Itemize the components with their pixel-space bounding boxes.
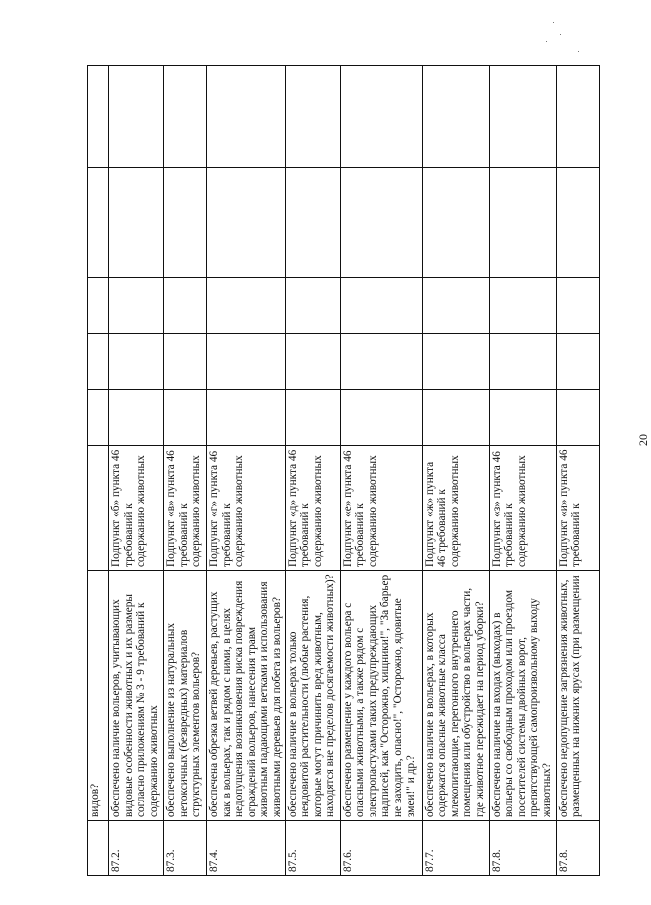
table-row — [88, 66, 109, 876]
page-number: 20 — [636, 434, 650, 446]
question-text: обеспечено наличие в вольерах только неядовитой растительности (любые растения, которые могут причинить вред животным, находятся вне пределов досягаемости животных)? — [285, 571, 340, 821]
legal-reference: Подпункт «з» пункта 46 требований к содержанию животных — [489, 446, 556, 571]
question-text: обеспечено наличие вольеров, учитывающих видовые особенности животных и их размеры согласно приложениям № 3 - 9 требований к содержанию животных — [109, 571, 164, 821]
answer-yes-cell — [109, 390, 164, 446]
legal-reference: Подпункт «и» пункта 46 требований к — [556, 446, 599, 571]
question-text: обеспечено выполнение из натуральных нетоксичных (безвредных) материалов структурных элементов вольеров? — [164, 571, 207, 821]
table-row — [489, 66, 556, 876]
notes-cell — [207, 168, 286, 278]
answer-na-cell — [164, 278, 207, 334]
notes-cell — [109, 168, 164, 278]
checklist-table — [87, 65, 600, 876]
item-number: 87.3. — [164, 821, 207, 876]
extra-cell — [88, 66, 109, 168]
answer-no-cell — [422, 334, 489, 390]
legal-reference: Подпункт «ж» пункта 46 требований к содержанию животных — [422, 446, 489, 571]
answer-yes-cell — [556, 390, 599, 446]
question-text: обеспечено наличие на входах (выходах) в вольеры со свободным проходом или проездом посетителей системы двойных ворот, препятствующей самопроизвольному выходу животных? — [489, 571, 556, 821]
extra-cell — [422, 66, 489, 168]
table-row — [207, 66, 286, 876]
extra-cell — [489, 66, 556, 168]
answer-no-cell — [285, 334, 340, 390]
table-row — [340, 66, 422, 876]
item-number: 87.7. — [422, 821, 489, 876]
item-number: 87.5. — [285, 821, 340, 876]
item-number — [88, 821, 109, 876]
legal-reference: Подпункт «е» пункта 46 требований к содержанию животных — [340, 446, 422, 571]
answer-na-cell — [285, 278, 340, 334]
answer-yes-cell — [285, 390, 340, 446]
extra-cell — [164, 66, 207, 168]
scan-speck — [546, 41, 547, 42]
notes-cell — [489, 168, 556, 278]
scan-speck — [560, 34, 561, 35]
answer-no-cell — [489, 334, 556, 390]
question-text: обеспечено размещение у каждого вольера с опасными животными, а также рядом с электропастухами таких предупреждающих надписей, как "Осторожно, хищники!", "За барьер не заходить, опасно!", "Осторожно, ядовитые змеи!" и др.? — [340, 571, 422, 821]
answer-na-cell — [109, 278, 164, 334]
notes-cell — [88, 168, 109, 278]
answer-yes-cell — [164, 390, 207, 446]
table-row — [556, 66, 599, 876]
legal-reference: Подпункт «г» пункта 46 требований к содержанию животных — [207, 446, 286, 571]
legal-reference — [88, 446, 109, 571]
question-text: обеспечено недопущение загрязнения животных, размещенных на нижних ярусах (при размещении — [556, 571, 599, 821]
answer-yes-cell — [422, 390, 489, 446]
table-row — [285, 66, 340, 876]
extra-cell — [340, 66, 422, 168]
extra-cell — [285, 66, 340, 168]
notes-cell — [556, 168, 599, 278]
notes-cell — [422, 168, 489, 278]
notes-cell — [164, 168, 207, 278]
answer-no-cell — [340, 334, 422, 390]
answer-na-cell — [88, 278, 109, 334]
notes-cell — [285, 168, 340, 278]
answer-no-cell — [109, 334, 164, 390]
legal-reference: Подпункт «д» пункта 46 требований к содержанию животных — [285, 446, 340, 571]
legal-reference: Подпункт «в» пункта 46 требований к содержанию животных — [164, 446, 207, 571]
answer-no-cell — [164, 334, 207, 390]
table-row — [109, 66, 164, 876]
answer-yes-cell — [340, 390, 422, 446]
extra-cell — [207, 66, 286, 168]
scan-speck — [578, 51, 579, 52]
answer-na-cell — [340, 278, 422, 334]
question-text: видов? — [88, 571, 109, 821]
answer-yes-cell — [207, 390, 286, 446]
answer-na-cell — [422, 278, 489, 334]
item-number: 87.6. — [340, 821, 422, 876]
answer-na-cell — [556, 278, 599, 334]
table-row — [164, 66, 207, 876]
notes-cell — [340, 168, 422, 278]
answer-no-cell — [556, 334, 599, 390]
answer-no-cell — [88, 334, 109, 390]
question-text: обеспечено наличие в вольерах, в которых содержатся опасные животные класса млекопитающие, перегонного внутреннего помещения или обустройство в вольерах части, где животное пережидает на период уборки? — [422, 571, 489, 821]
item-number: 87.8. — [556, 821, 599, 876]
scan-speck — [553, 22, 554, 23]
legal-reference: Подпункт «б» пункта 46 требований к содержанию животных — [109, 446, 164, 571]
answer-na-cell — [207, 278, 286, 334]
extra-cell — [109, 66, 164, 168]
answer-na-cell — [489, 278, 556, 334]
item-number: 87.4. — [207, 821, 286, 876]
table-row — [422, 66, 489, 876]
rotated-page-content — [87, 66, 598, 876]
answer-yes-cell — [88, 390, 109, 446]
item-number: 87.8. — [489, 821, 556, 876]
answer-yes-cell — [489, 390, 556, 446]
extra-cell — [556, 66, 599, 168]
answer-no-cell — [207, 334, 286, 390]
item-number: 87.2. — [109, 821, 164, 876]
question-text: обеспечена обрезка ветвей деревьев, растущих как в вольерах, так и рядом с ними, в целях недопущения возникновения риска повреждения ограждений вольеров, нанесения травм животным падающими ветками и использования животными деревьев для побега из вольеров? — [207, 571, 286, 821]
